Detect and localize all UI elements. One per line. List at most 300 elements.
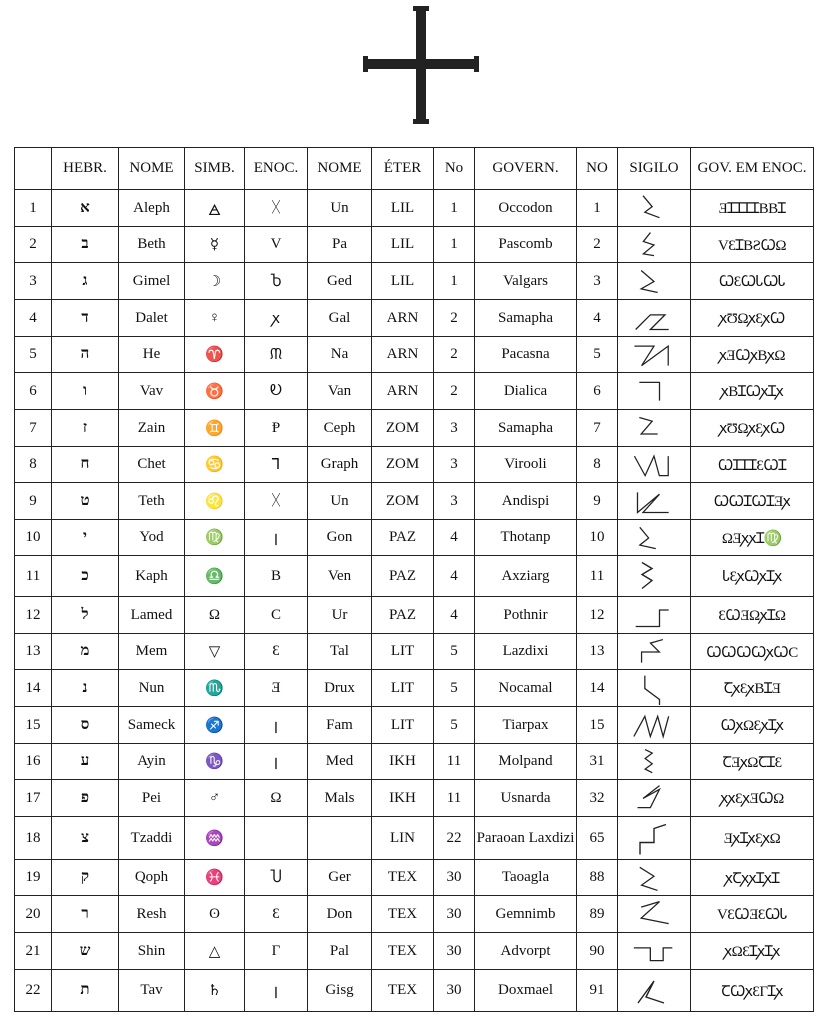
table-row bbox=[15, 860, 814, 896]
hebrew-letter: ק bbox=[52, 860, 119, 896]
aether-number: 2 bbox=[434, 337, 475, 373]
aether-name: LIT bbox=[372, 670, 434, 707]
governor-enochian: ꞆꭗƐꭗBꞮƎ bbox=[691, 670, 814, 707]
astro-symbol: ♐ bbox=[185, 707, 245, 744]
governor-number: 7 bbox=[577, 410, 618, 447]
sigil-icon bbox=[630, 898, 678, 931]
sigil-icon bbox=[618, 817, 691, 860]
sigil-icon bbox=[630, 485, 678, 518]
letter-name: Qoph bbox=[119, 860, 185, 896]
astro-symbol: ♂ bbox=[185, 780, 245, 817]
row-number: 7 bbox=[15, 410, 52, 447]
sigil-icon bbox=[630, 192, 678, 225]
enochian-letter: C bbox=[245, 597, 308, 634]
table-row bbox=[15, 300, 814, 337]
enochian-name: Ceph bbox=[308, 410, 372, 447]
governor-number: 12 bbox=[577, 597, 618, 634]
astro-symbol: ♄ bbox=[185, 970, 245, 1012]
enochian-letter: ꭗ bbox=[245, 300, 308, 337]
sigil-icon bbox=[630, 746, 678, 778]
astro-symbol: ▽ bbox=[185, 634, 245, 670]
governor-name: Pascomb bbox=[475, 227, 577, 263]
enochian-name: Ven bbox=[308, 556, 372, 597]
astro-symbol: Ω bbox=[185, 597, 245, 634]
enochian-name: Gisg bbox=[308, 970, 372, 1012]
row-number: 20 bbox=[15, 896, 52, 933]
aether-number: 30 bbox=[434, 896, 475, 933]
col-header: NO bbox=[577, 148, 618, 190]
astro-symbol: ♓ bbox=[185, 860, 245, 896]
governor-enochian: ꭗƱΩꭗƐꭗꞶ bbox=[691, 410, 814, 447]
aether-number: 2 bbox=[434, 300, 475, 337]
aether-name: PAZ bbox=[372, 520, 434, 556]
governor-enochian: ꞶƐꞶᏓꞶᏓ bbox=[691, 263, 814, 300]
enochian-letter: Ꭷ bbox=[245, 373, 308, 410]
enochian-letter: ꞁ bbox=[245, 744, 308, 780]
aether-name: ZOM bbox=[372, 410, 434, 447]
sigil-icon bbox=[618, 670, 691, 707]
hebrew-letter: נ bbox=[52, 670, 119, 707]
enochian-letter: ᚷ bbox=[245, 483, 308, 520]
col-header: SIGILO bbox=[618, 148, 691, 190]
enochian-letter: ꞁ bbox=[245, 520, 308, 556]
governor-number: 89 bbox=[577, 896, 618, 933]
table-row bbox=[15, 483, 814, 520]
governor-name: Lazdixi bbox=[475, 634, 577, 670]
row-number: 21 bbox=[15, 933, 52, 970]
table-row bbox=[15, 556, 814, 597]
table-row bbox=[15, 597, 814, 634]
row-number: 4 bbox=[15, 300, 52, 337]
letter-name: Shin bbox=[119, 933, 185, 970]
letter-name: Resh bbox=[119, 896, 185, 933]
table-row bbox=[15, 634, 814, 670]
astro-symbol: ☽ bbox=[185, 263, 245, 300]
astro-symbol: ♊ bbox=[185, 410, 245, 447]
row-number: 22 bbox=[15, 970, 52, 1012]
aether-name: TEX bbox=[372, 970, 434, 1012]
governor-name: Usnarda bbox=[475, 780, 577, 817]
aether-number: 5 bbox=[434, 670, 475, 707]
governor-enochian: ƎꭗꞮꭗƐꭗΩ bbox=[691, 817, 814, 860]
governor-enochian: ꭗꞆꭗꭗꞮꭗꞮ bbox=[691, 860, 814, 896]
aether-number: 30 bbox=[434, 970, 475, 1012]
letter-name: Chet bbox=[119, 447, 185, 483]
col-header: GOVERN. bbox=[475, 148, 577, 190]
governor-number: 13 bbox=[577, 634, 618, 670]
enochian-letter: ᙏ bbox=[245, 337, 308, 373]
table-row bbox=[15, 263, 814, 300]
sigil-icon bbox=[630, 558, 678, 595]
sigil-icon bbox=[630, 449, 678, 481]
col-header: ÉTER bbox=[372, 148, 434, 190]
aether-name: PAZ bbox=[372, 556, 434, 597]
aether-number: 1 bbox=[434, 227, 475, 263]
aether-number: 3 bbox=[434, 447, 475, 483]
letter-name: Dalet bbox=[119, 300, 185, 337]
enochian-letter: Ɛ bbox=[245, 896, 308, 933]
table-row bbox=[15, 410, 814, 447]
aether-number: 5 bbox=[434, 707, 475, 744]
sigil-icon bbox=[618, 337, 691, 373]
governor-name: Advorpt bbox=[475, 933, 577, 970]
aether-name: TEX bbox=[372, 933, 434, 970]
sigil-icon bbox=[618, 263, 691, 300]
hebrew-letter: י bbox=[52, 520, 119, 556]
row-number: 19 bbox=[15, 860, 52, 896]
col-header: No bbox=[434, 148, 475, 190]
aether-number: 3 bbox=[434, 483, 475, 520]
row-number: 2 bbox=[15, 227, 52, 263]
aether-name: ARN bbox=[372, 337, 434, 373]
table-row bbox=[15, 817, 814, 860]
governor-enochian: ꭗƎꞶꭗBꭗΩ bbox=[691, 337, 814, 373]
governor-number: 5 bbox=[577, 337, 618, 373]
aether-name: LIL bbox=[372, 263, 434, 300]
governor-name: Molpand bbox=[475, 744, 577, 780]
enochian-name: Ur bbox=[308, 597, 372, 634]
sigil-icon bbox=[618, 556, 691, 597]
sigil-icon bbox=[630, 636, 678, 668]
astro-symbol: 🜁 bbox=[185, 190, 245, 227]
table-row bbox=[15, 896, 814, 933]
governor-number: 15 bbox=[577, 707, 618, 744]
astro-symbol: ♏ bbox=[185, 670, 245, 707]
governor-enochian: ꞆꞶꭗƐΓꞮꭗ bbox=[691, 970, 814, 1012]
governor-name: Occodon bbox=[475, 190, 577, 227]
sigil-icon bbox=[630, 672, 678, 705]
astro-symbol: ♈ bbox=[185, 337, 245, 373]
enochian-name: Un bbox=[308, 190, 372, 227]
table-row bbox=[15, 447, 814, 483]
astro-symbol: ♌ bbox=[185, 483, 245, 520]
hebrew-letter: ט bbox=[52, 483, 119, 520]
aether-number: 1 bbox=[434, 263, 475, 300]
governor-enochian: ᏓƐꭗꞶꭗꞮꭗ bbox=[691, 556, 814, 597]
sigil-icon bbox=[618, 447, 691, 483]
aether-name: TEX bbox=[372, 860, 434, 896]
sigil-icon bbox=[630, 819, 678, 858]
enochian-name: Tal bbox=[308, 634, 372, 670]
governor-number: 31 bbox=[577, 744, 618, 780]
sigil-icon bbox=[618, 970, 691, 1012]
governor-number: 88 bbox=[577, 860, 618, 896]
astro-symbol: ♒ bbox=[185, 817, 245, 860]
governor-number: 32 bbox=[577, 780, 618, 817]
enochian-name: Gal bbox=[308, 300, 372, 337]
aether-name: ARN bbox=[372, 373, 434, 410]
governor-enochian: ꞆƎꭗΩꞆꞮƐ bbox=[691, 744, 814, 780]
enochian-name: Pa bbox=[308, 227, 372, 263]
sigil-icon bbox=[618, 520, 691, 556]
aether-name: ARN bbox=[372, 300, 434, 337]
governor-number: 8 bbox=[577, 447, 618, 483]
governor-enochian: VƐꞶƎƐꞶᏓ bbox=[691, 896, 814, 933]
row-number: 3 bbox=[15, 263, 52, 300]
enochian-name: Gon bbox=[308, 520, 372, 556]
letter-name: Mem bbox=[119, 634, 185, 670]
hebrew-letter: ל bbox=[52, 597, 119, 634]
hebrew-letter: ר bbox=[52, 896, 119, 933]
sigil-icon bbox=[630, 782, 678, 815]
table-row bbox=[15, 227, 814, 263]
governor-name: Virooli bbox=[475, 447, 577, 483]
governor-enochian: ꞶꭗΩƐꭗꞮꭗ bbox=[691, 707, 814, 744]
governor-name: Andispi bbox=[475, 483, 577, 520]
col-header: ENOC. bbox=[245, 148, 308, 190]
letter-name: Nun bbox=[119, 670, 185, 707]
enochian-letter: Ᵽ bbox=[245, 410, 308, 447]
row-number: 18 bbox=[15, 817, 52, 860]
governor-enochian: ꭗƱΩꭗƐꭗꞶ bbox=[691, 300, 814, 337]
letter-name: Tzaddi bbox=[119, 817, 185, 860]
table-row bbox=[15, 744, 814, 780]
governor-number: 3 bbox=[577, 263, 618, 300]
astro-symbol: ʘ bbox=[185, 896, 245, 933]
table-row bbox=[15, 373, 814, 410]
governor-name: Taoagla bbox=[475, 860, 577, 896]
aether-number: 4 bbox=[434, 520, 475, 556]
letter-name: Gimel bbox=[119, 263, 185, 300]
col-header: NOME bbox=[119, 148, 185, 190]
hebrew-letter: ש bbox=[52, 933, 119, 970]
enochian-letter: B bbox=[245, 556, 308, 597]
governor-number: 14 bbox=[577, 670, 618, 707]
letter-name: Aleph bbox=[119, 190, 185, 227]
enochian-name: Med bbox=[308, 744, 372, 780]
governor-enochian: ƐꞶƎΩꭗꞮΩ bbox=[691, 597, 814, 634]
sigil-icon bbox=[618, 483, 691, 520]
sigil-icon bbox=[618, 300, 691, 337]
letter-name: He bbox=[119, 337, 185, 373]
enochian-letter bbox=[245, 817, 308, 860]
aether-number: 2 bbox=[434, 373, 475, 410]
aether-number: 11 bbox=[434, 744, 475, 780]
sigil-icon bbox=[618, 896, 691, 933]
row-number: 12 bbox=[15, 597, 52, 634]
correspondence-table bbox=[14, 147, 814, 1012]
governor-number: 91 bbox=[577, 970, 618, 1012]
letter-name: Lamed bbox=[119, 597, 185, 634]
sigil-icon bbox=[618, 190, 691, 227]
hebrew-letter: כ bbox=[52, 556, 119, 597]
letter-name: Vav bbox=[119, 373, 185, 410]
row-number: 9 bbox=[15, 483, 52, 520]
col-header: NOME bbox=[308, 148, 372, 190]
sigil-icon bbox=[630, 935, 678, 968]
letter-name: Yod bbox=[119, 520, 185, 556]
aether-name: PAZ bbox=[372, 597, 434, 634]
table-row bbox=[15, 520, 814, 556]
governor-number: 90 bbox=[577, 933, 618, 970]
enochian-letter: Ⴎ bbox=[245, 860, 308, 896]
aether-number: 30 bbox=[434, 933, 475, 970]
hebrew-letter: ח bbox=[52, 447, 119, 483]
aether-number: 4 bbox=[434, 556, 475, 597]
aether-number: 22 bbox=[434, 817, 475, 860]
governor-name: Tiarpax bbox=[475, 707, 577, 744]
governor-number: 9 bbox=[577, 483, 618, 520]
table-row bbox=[15, 780, 814, 817]
enochian-name: Ged bbox=[308, 263, 372, 300]
hebrew-letter: ת bbox=[52, 970, 119, 1012]
governor-enochian: ΩƎꭗꭗꞮ♍ bbox=[691, 520, 814, 556]
hebrew-letter: ס bbox=[52, 707, 119, 744]
enochian-name: Mals bbox=[308, 780, 372, 817]
aether-number: 1 bbox=[434, 190, 475, 227]
aether-name: ZOM bbox=[372, 447, 434, 483]
letter-name: Zain bbox=[119, 410, 185, 447]
aether-name: LIT bbox=[372, 707, 434, 744]
governor-number: 4 bbox=[577, 300, 618, 337]
astro-symbol: ♋ bbox=[185, 447, 245, 483]
enochian-name: Van bbox=[308, 373, 372, 410]
aether-name: ZOM bbox=[372, 483, 434, 520]
table-row bbox=[15, 337, 814, 373]
governor-name: Gemnimb bbox=[475, 896, 577, 933]
table-body bbox=[15, 190, 814, 1012]
sigil-icon bbox=[618, 860, 691, 896]
sigil-icon bbox=[630, 375, 678, 408]
enochian-name bbox=[308, 817, 372, 860]
letter-name: Tav bbox=[119, 970, 185, 1012]
row-number: 13 bbox=[15, 634, 52, 670]
governor-enochian: ꭗꭗƐꭗƎꞶΩ bbox=[691, 780, 814, 817]
governor-name: Paraoan Laxdizi bbox=[475, 817, 577, 860]
col-header: HEBR. bbox=[52, 148, 119, 190]
enochian-letter: Γ bbox=[245, 933, 308, 970]
sigil-icon bbox=[630, 229, 678, 261]
enochian-name: Fam bbox=[308, 707, 372, 744]
row-number: 15 bbox=[15, 707, 52, 744]
astro-symbol: ♎ bbox=[185, 556, 245, 597]
enochian-name: Don bbox=[308, 896, 372, 933]
enochian-name: Ger bbox=[308, 860, 372, 896]
row-number: 10 bbox=[15, 520, 52, 556]
hebrew-letter: ו bbox=[52, 373, 119, 410]
row-number: 11 bbox=[15, 556, 52, 597]
aether-number: 3 bbox=[434, 410, 475, 447]
col-header: SIMB. bbox=[185, 148, 245, 190]
hebrew-letter: ג bbox=[52, 263, 119, 300]
aether-number: 11 bbox=[434, 780, 475, 817]
governor-enochian: VƐꞮBƧꞶΩ bbox=[691, 227, 814, 263]
row-number: 6 bbox=[15, 373, 52, 410]
governor-enochian: ꭗBꞮꞶꭗꞮꭗ bbox=[691, 373, 814, 410]
hebrew-letter: צ bbox=[52, 817, 119, 860]
enochian-name: Drux bbox=[308, 670, 372, 707]
cross-icon bbox=[363, 6, 479, 124]
astro-symbol: ☿ bbox=[185, 227, 245, 263]
sigil-icon bbox=[618, 634, 691, 670]
sigil-icon bbox=[618, 410, 691, 447]
hebrew-letter: פ bbox=[52, 780, 119, 817]
table-row bbox=[15, 933, 814, 970]
aether-name: LIT bbox=[372, 634, 434, 670]
enochian-letter: ꞁ bbox=[245, 707, 308, 744]
table-row bbox=[15, 970, 814, 1012]
governor-enochian: ꞶꞮꞮꞮƐꞶꞮ bbox=[691, 447, 814, 483]
enochian-name: Graph bbox=[308, 447, 372, 483]
governor-enochian: ꞶꞶꞮꞶꞮƎꭗ bbox=[691, 483, 814, 520]
aether-number: 4 bbox=[434, 597, 475, 634]
sigil-icon bbox=[630, 265, 678, 298]
aether-name: LIN bbox=[372, 817, 434, 860]
sigil-icon bbox=[618, 597, 691, 634]
row-number: 16 bbox=[15, 744, 52, 780]
enochian-letter: ꞁ bbox=[245, 970, 308, 1012]
aether-number: 5 bbox=[434, 634, 475, 670]
aether-name: TEX bbox=[372, 896, 434, 933]
enochian-letter: Ⴆ bbox=[245, 263, 308, 300]
hebrew-letter: ז bbox=[52, 410, 119, 447]
enochian-name: Na bbox=[308, 337, 372, 373]
governor-name: Samapha bbox=[475, 410, 577, 447]
astro-symbol: ♉ bbox=[185, 373, 245, 410]
table-row bbox=[15, 190, 814, 227]
col-header bbox=[15, 148, 52, 190]
sigil-icon bbox=[630, 709, 678, 742]
sigil-icon bbox=[630, 412, 678, 445]
row-number: 8 bbox=[15, 447, 52, 483]
hebrew-letter: מ bbox=[52, 634, 119, 670]
governor-enochian: ꞶꞶꞶꞶꭗꞶC bbox=[691, 634, 814, 670]
letter-name: Beth bbox=[119, 227, 185, 263]
astro-symbol: ♀ bbox=[185, 300, 245, 337]
aether-name: IKH bbox=[372, 780, 434, 817]
governor-name: Doxmael bbox=[475, 970, 577, 1012]
letter-name: Pei bbox=[119, 780, 185, 817]
sigil-icon bbox=[618, 780, 691, 817]
sigil-icon bbox=[618, 373, 691, 410]
sigil-icon bbox=[630, 522, 678, 554]
enochian-letter: ꓶ bbox=[245, 447, 308, 483]
letter-name: Kaph bbox=[119, 556, 185, 597]
sigil-icon bbox=[630, 302, 678, 335]
aether-name: LIL bbox=[372, 227, 434, 263]
governor-name: Pacasna bbox=[475, 337, 577, 373]
governor-number: 6 bbox=[577, 373, 618, 410]
sigil-icon bbox=[618, 744, 691, 780]
aether-number: 30 bbox=[434, 860, 475, 896]
governor-name: Samapha bbox=[475, 300, 577, 337]
letter-name: Sameck bbox=[119, 707, 185, 744]
governor-name: Nocamal bbox=[475, 670, 577, 707]
hebrew-letter: ב bbox=[52, 227, 119, 263]
sigil-icon bbox=[618, 707, 691, 744]
letter-name: Ayin bbox=[119, 744, 185, 780]
enochian-letter: Ω bbox=[245, 780, 308, 817]
governor-name: Axziarg bbox=[475, 556, 577, 597]
enochian-letter: Ɛ bbox=[245, 634, 308, 670]
governor-name: Thotanp bbox=[475, 520, 577, 556]
col-header: GOV. EM ENOC. bbox=[691, 148, 814, 190]
table-row bbox=[15, 670, 814, 707]
enochian-letter: Ǝ bbox=[245, 670, 308, 707]
governor-enochian: ƎꞮꞮꞮꞮBBꞮ bbox=[691, 190, 814, 227]
sigil-icon bbox=[630, 339, 678, 371]
sigil-icon bbox=[630, 862, 678, 894]
sigil-icon bbox=[630, 599, 678, 632]
enochian-name: Un bbox=[308, 483, 372, 520]
aether-name: IKH bbox=[372, 744, 434, 780]
enochian-name: Pal bbox=[308, 933, 372, 970]
enochian-letter: ᚷ bbox=[245, 190, 308, 227]
astro-symbol: △ bbox=[185, 933, 245, 970]
header-row bbox=[15, 148, 814, 190]
governor-enochian: ꭗΩƐꞮꭗꞮꭗ bbox=[691, 933, 814, 970]
governor-number: 1 bbox=[577, 190, 618, 227]
